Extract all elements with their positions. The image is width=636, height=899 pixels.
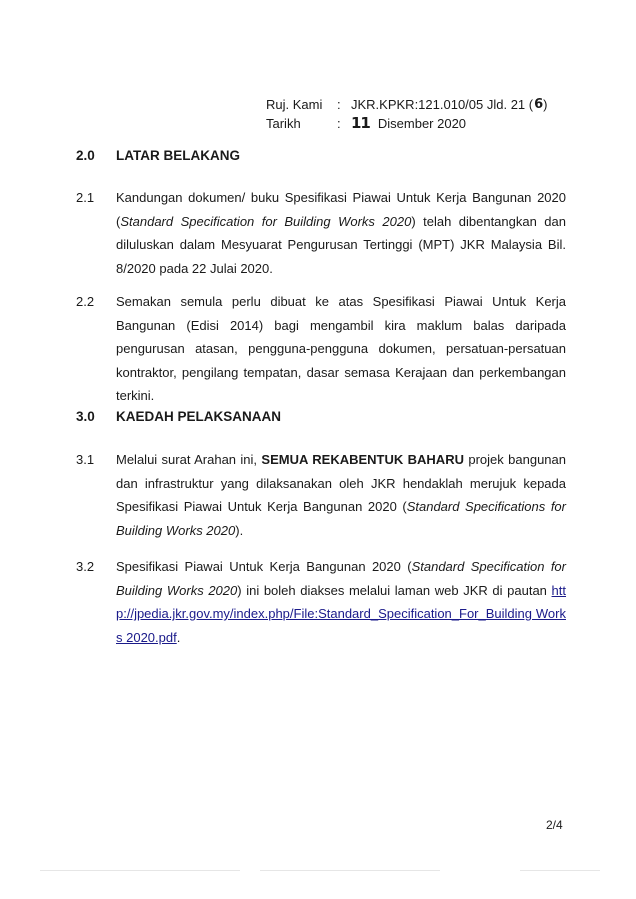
text-run: . [176, 629, 181, 645]
text-run: ) telah dibentangkan dan diluluskan dalam Mesyuarat Pengurusan Tertinggi (MPT) JKR Malaysia Bil. 8/2020 pada 22 Julai 2020. [116, 213, 566, 276]
paragraph-text: Semakan semula perlu dibuat ke atas Spesifikasi Piawai Untuk Kerja Bangunan (Edisi 2014) bagi mengambil kira maklum balas daripada pengurusan atasan, pengguna-pengguna dokumen, persatuan-persatuan kontraktor, pengilang tempatan, dasar semasa Kerajaan dan perkembangan terkini. [116, 294, 566, 403]
reference-value: JKR.KPKR:121.010/05 Jld. 21 ( [351, 97, 534, 112]
scan-artifact [520, 870, 600, 871]
italic-title: Standard Specifications for Building Works 2020 [116, 499, 566, 538]
paragraph-number: 3.1 [76, 452, 95, 467]
date-row [266, 114, 548, 133]
section-number: 2.0 [76, 148, 95, 163]
jpedia-link[interactable]: http://jpedia.jkr.gov.my/index.php/File:Standard_Specification_For_Building Works 2020.pdf [116, 582, 567, 645]
paragraph-text [116, 186, 566, 280]
date-handwritten-day: 11 [351, 114, 370, 132]
paragraph-number: 2.1 [76, 190, 95, 205]
paragraph-text [116, 448, 566, 542]
section-number: 3.0 [76, 409, 95, 424]
section-heading-latar-belakang [76, 148, 240, 163]
text-run: projek bangunan dan infrastruktur yang dilaksanakan oleh JKR hendaklah merujuk kepada Spesifikasi Piawai Untuk Kerja Bangunan 2020 ( [116, 452, 566, 514]
scan-artifact [260, 870, 440, 871]
reference-row [266, 95, 548, 114]
reference-label: Ruj. Kami [266, 97, 323, 112]
paragraph-3-2 [76, 555, 566, 649]
paragraph-text [116, 555, 566, 649]
text-run: ). [235, 522, 244, 538]
reference-handwritten-number: 6 [534, 97, 543, 112]
date-value: Disember 2020 [377, 116, 467, 131]
paragraph-number: 3.2 [76, 559, 95, 574]
date-colon: : [337, 116, 341, 131]
section-title: KAEDAH PELAKSANAAN [116, 409, 282, 424]
text-run: Spesifikasi Piawai Untuk Kerja Bangunan 2020 ( [116, 559, 412, 574]
page-number: 2/4 [546, 818, 563, 832]
text-run: Melalui surat Arahan ini, [116, 452, 262, 467]
text-run: Kandungan dokumen/ buku Spesifikasi Piawai Untuk Kerja Bangunan 2020 ( [116, 190, 566, 229]
paragraph-2-1 [76, 186, 566, 280]
italic-title: Standard Specification for Building Works 2020 [120, 213, 412, 229]
paragraph-2-2 [76, 290, 566, 408]
section-heading-kaedah-pelaksanaan [76, 409, 281, 424]
section-title: LATAR BELAKANG [116, 148, 240, 163]
text-run: ) ini boleh diakses melalui laman web JKR di pautan [237, 582, 552, 598]
italic-title: Standard Specification for Building Works 2020 [116, 559, 566, 598]
paragraph-3-1 [76, 448, 566, 542]
scan-artifact [40, 870, 240, 871]
reference-close: ) [543, 97, 548, 112]
reference-block [266, 95, 548, 133]
reference-colon: : [337, 97, 341, 112]
date-label: Tarikh [266, 116, 301, 131]
paragraph-number: 2.2 [76, 294, 95, 309]
bold-emphasis: SEMUA REKABENTUK BAHARU [261, 452, 464, 467]
